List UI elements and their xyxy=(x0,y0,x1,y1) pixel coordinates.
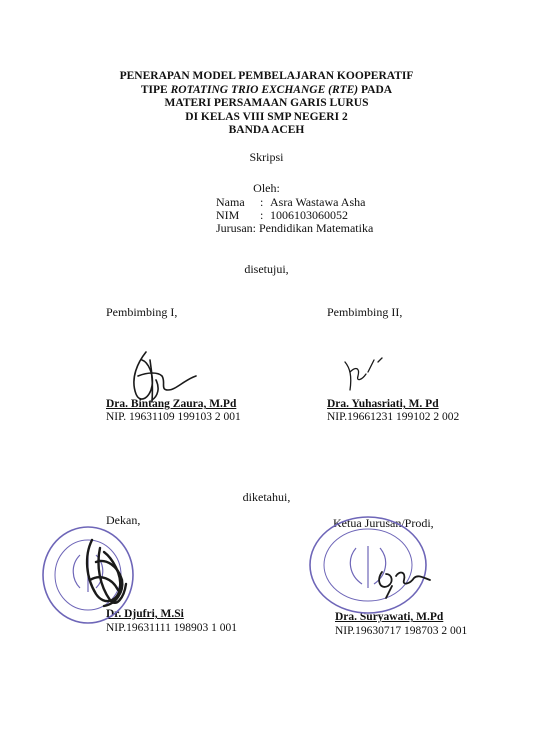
advisor1-nip: NIP. 19631109 199103 2 001 xyxy=(106,411,241,423)
title-line-3: MATERI PERSAMAAN GARIS LURUS xyxy=(164,97,369,109)
author-by-label: Oleh: xyxy=(253,181,280,195)
document-type: Skripsi xyxy=(249,150,284,164)
title-line-2-prefix: TIPE xyxy=(140,83,171,96)
author-jurusan-value: Pendidikan Matematika xyxy=(259,221,374,235)
advisor1-name: Dra. Bintang Zaura, M.Pd xyxy=(106,398,237,410)
author-nim-value: 1006103060052 xyxy=(270,208,348,222)
head-role: Ketua Jurusan/Prodi, xyxy=(333,516,434,530)
title-line-4: DI KELAS VIII SMP NEGERI 2 xyxy=(185,110,348,123)
advisor2-nip: NIP.19661231 199102 2 002 xyxy=(327,411,460,423)
dean-name: Dr. Djufri, M.Si xyxy=(106,608,184,620)
author-name-value: Asra Wastawa Asha xyxy=(270,195,366,209)
author-name-sep: : xyxy=(260,195,264,209)
acknowledged-label: diketahui, xyxy=(242,490,291,504)
title-line-5: BANDA ACEH xyxy=(228,124,305,136)
head-stamp-icon xyxy=(310,517,426,613)
head-nip: NIP.19630717 198703 2 001 xyxy=(335,625,468,637)
dean-nip: NIP.19631111 198903 1 001 xyxy=(106,622,237,634)
advisor2-role: Pembimbing II, xyxy=(327,305,403,319)
head-name: Dra. Suryawati, M.Pd xyxy=(335,611,444,623)
author-name-label: Nama xyxy=(216,195,245,209)
author-nim-sep: : xyxy=(260,208,264,222)
author-jurusan-label: Jurusan: xyxy=(216,221,256,235)
dean-signature xyxy=(87,540,126,606)
title-line-1: PENERAPAN MODEL PEMBELAJARAN KOOPERATIF xyxy=(119,70,414,82)
title-line-2-suffix: PADA xyxy=(358,83,393,96)
advisor1-role: Pembimbing I, xyxy=(106,305,178,319)
author-nim-label: NIM xyxy=(216,208,240,222)
advisor2-signature xyxy=(345,358,382,390)
advisor2-name: Dra. Yuhasriati, M. Pd xyxy=(327,398,439,410)
title-line-2-italic: ROTATING TRIO EXCHANGE (RTE) xyxy=(170,83,359,96)
dean-role: Dekan, xyxy=(106,513,141,527)
approved-label: disetujui, xyxy=(244,262,289,276)
advisor1-signature xyxy=(134,352,196,402)
